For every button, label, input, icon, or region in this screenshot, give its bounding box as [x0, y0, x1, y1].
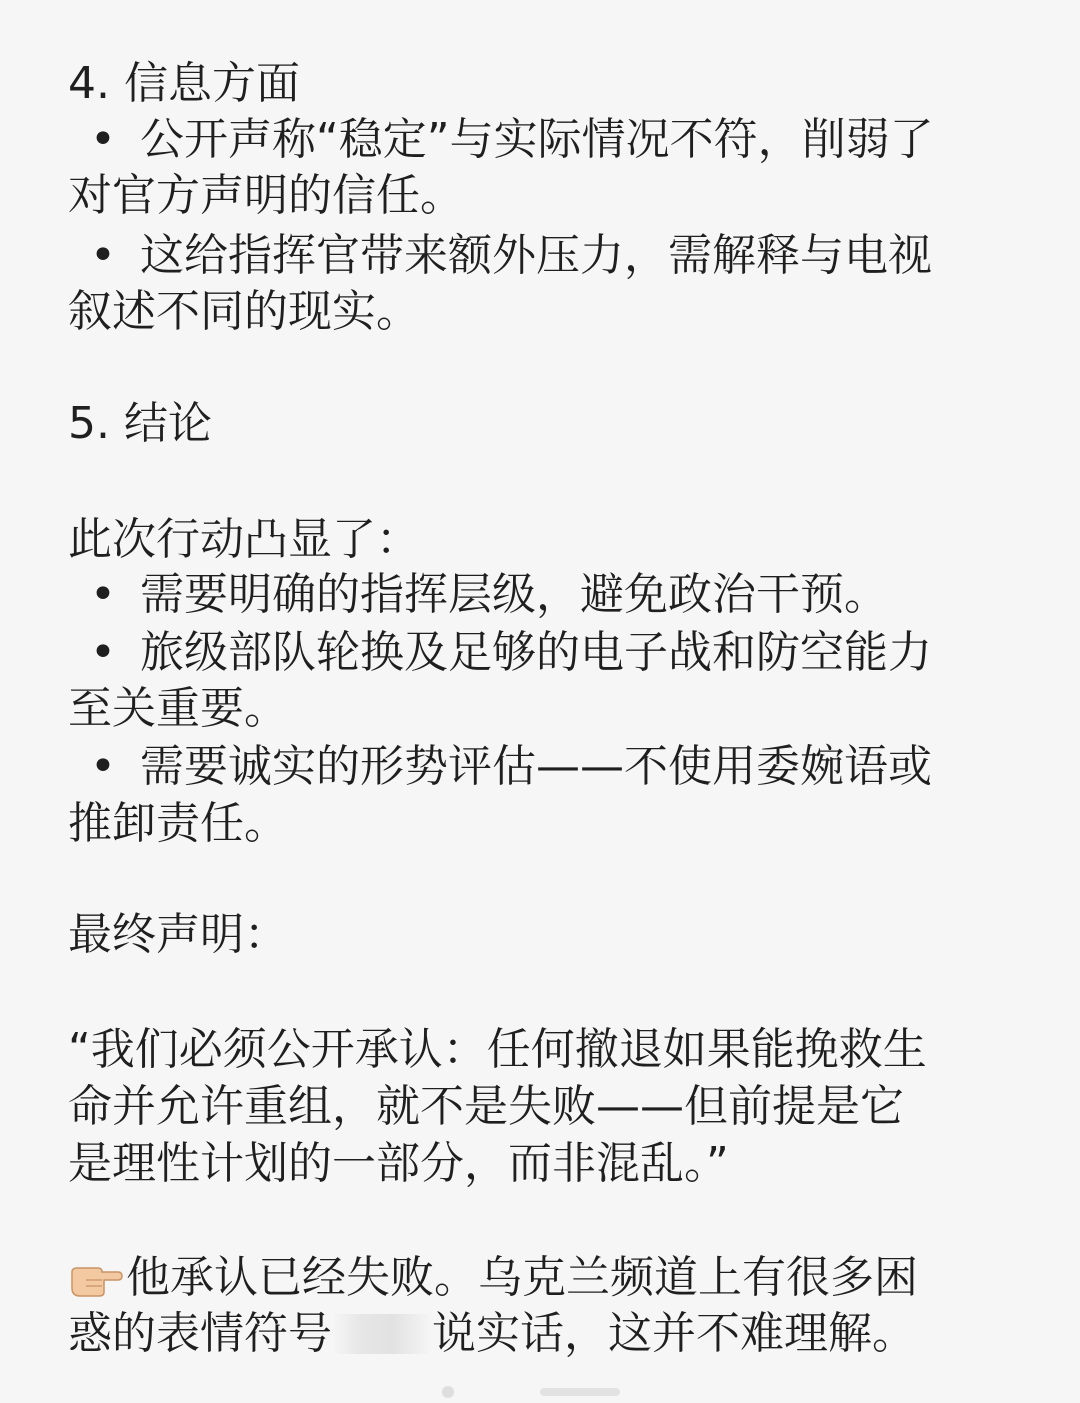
pointing-hand-icon: [68, 1255, 124, 1295]
conclusion-bullet-3-continued: 推卸责任。: [68, 798, 288, 849]
bullet-dot: •: [90, 230, 116, 281]
bullet-dot: •: [90, 627, 116, 678]
section-5-heading: 5. 结论: [68, 398, 212, 449]
bullet-text: 这给指挥官带来额外压力，需解释与电视: [140, 230, 932, 281]
section-4-bullet-1-continued: 对官方声明的信任。: [68, 170, 464, 221]
watermark: [440, 1384, 680, 1398]
comment-text-2b: 说实话，这并不难理解。: [432, 1308, 916, 1359]
bullet-text: 需要诚实的形势评估——不使用委婉语或: [140, 741, 932, 792]
section-4-bullet-2: [68, 227, 932, 285]
comment-text-1: 他承认已经失败。乌克兰频道上有很多困: [126, 1252, 918, 1303]
final-statement-heading: 最终声明：: [68, 909, 288, 960]
bullet-dot: •: [90, 569, 116, 620]
comment-line-1: [68, 1249, 918, 1307]
conclusion-bullet-2: [68, 624, 932, 682]
bullet-text: 公开声称“稳定”与实际情况不符，削弱了: [140, 114, 934, 165]
bullet-text: 需要明确的指挥层级，避免政治干预。: [140, 569, 888, 620]
bullet-dot: •: [90, 114, 116, 165]
conclusion-intro: 此次行动凸显了：: [68, 514, 420, 565]
final-quote-line-3: 是理性计划的一部分，而非混乱。”: [68, 1138, 729, 1189]
conclusion-bullet-3: [68, 738, 932, 796]
section-4-heading: 4. 信息方面: [68, 58, 300, 109]
bullet-text: 旅级部队轮换及足够的电子战和防空能力: [140, 627, 932, 678]
comment-text-2a: 惑的表情符号: [68, 1308, 332, 1359]
final-quote-line-2: 命并允许重组，就不是失败——但前提是它: [68, 1081, 904, 1132]
section-4-bullet-2-continued: 叙述不同的现实。: [68, 286, 420, 337]
bullet-dot: •: [90, 741, 116, 792]
blurred-emoji-region: [332, 1314, 432, 1354]
section-4-bullet-1: [68, 111, 934, 169]
comment-line-2: [68, 1305, 916, 1363]
final-quote-line-1: “我们必须公开承认：任何撤退如果能挽救生: [68, 1024, 927, 1075]
conclusion-bullet-1: [68, 566, 888, 624]
conclusion-bullet-2-continued: 至关重要。: [68, 683, 288, 734]
